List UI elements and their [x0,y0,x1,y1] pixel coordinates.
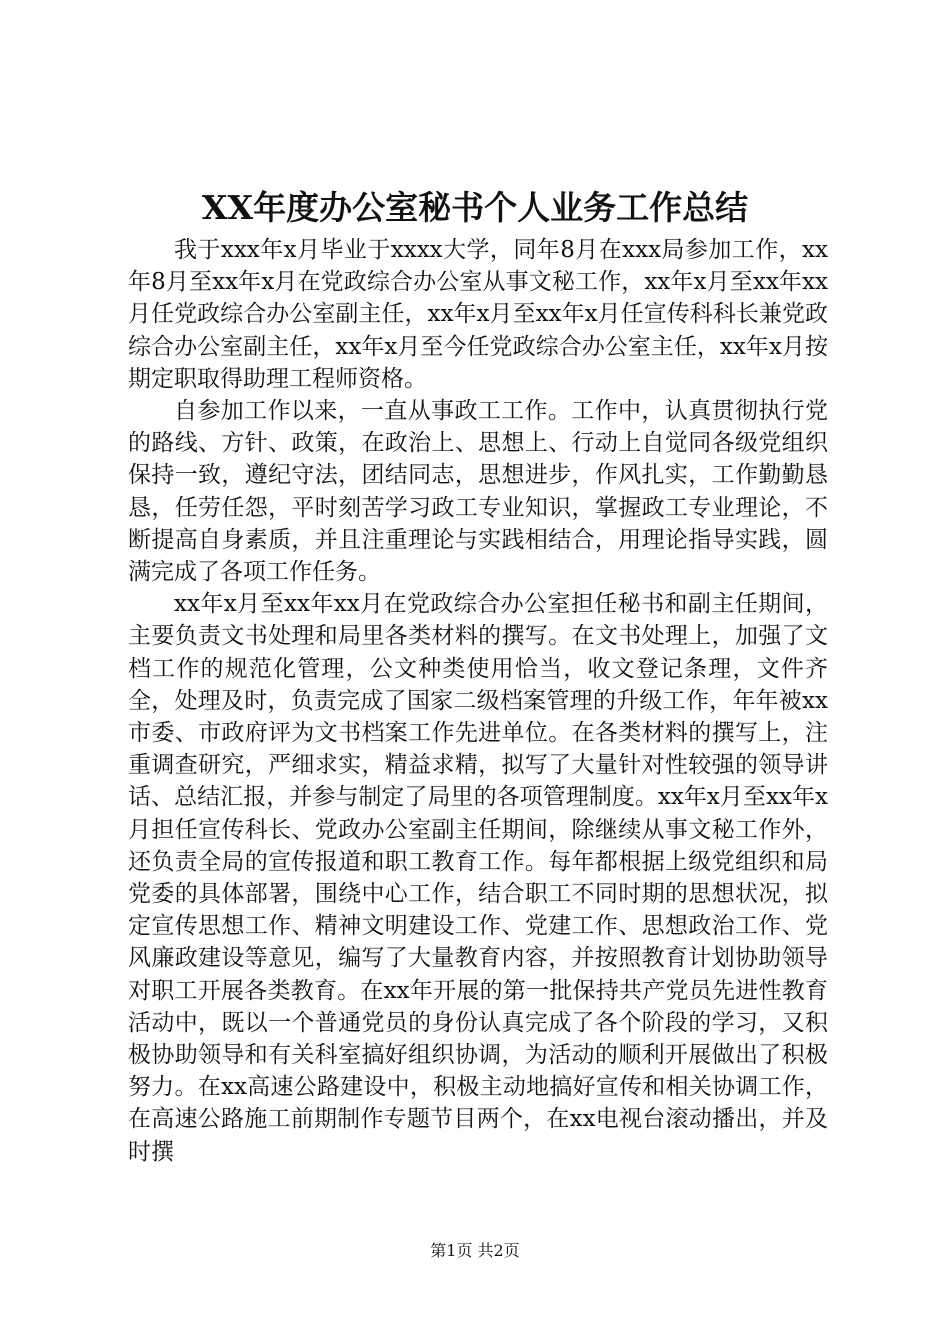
paragraph-career-history: 我于xxx年x月毕业于xxxx大学，同年8月在xxx局参加工作，xx年8月至xx年x月在党政综合办公室从事文秘工作，xx年x月至xx年xx月任党政综合办公室副主任，xx年x月至xx年x月任宣传科科长兼党政综合办公室副主任，xx年x月至今任党政综合办公室主任，xx年x月按期定职取得助理工程师资格。 [128,237,828,392]
paragraph-secretary-duties: xx年x月至xx年xx月在党政综合办公室担任秘书和副主任期间，主要负责文书处理和局里各类材料的撰写。在文书处理上，加强了文档工作的规范化管理，公文种类使用恰当，收文登记条理，文件齐全，处理及时，负责完成了国家二级档案管理的升级工作，年年被xx市委、市政府评为文书档案工作先进单位。在各类材料的撰写上，注重调查研究，严细求实，精益求精，拟写了大量针对性较强的领导讲话、总结汇报，并参与制定了局里的各项管理制度。xx年x月至xx年x月担任宣传科长、党政办公室副主任期间，除继续从事文秘工作外，还负责全局的宣传报道和职工教育工作。每年都根据上级党组织和局党委的具体部署，围绕中心工作，结合职工不同时期的思想状况，拟定宣传思想工作、精神文明建设工作、党建工作、思想政治工作、党风廉政建设等意见，编写了大量教育内容，并按照教育计划协助领导对职工开展各类教育。在xx年开展的第一批保持共产党员先进性教育活动中，既以一个普通党员的身份认真完成了各个阶段的学习，又积极协助领导和有关科室搞好组织协调，为活动的顺利开展做出了积极努力。在xx高速公路建设中，积极主动地搞好宣传和相关协调工作，在高速公路施工前期制作专题节目两个，在xx电视台滚动播出，并及时撰 [128,591,828,1165]
document-body [128,234,828,1168]
document-title: XX年度办公室秘书个人业务工作总结 [201,188,749,227]
paragraph-work-attitude: 自参加工作以来，一直从事政工工作。工作中，认真贯彻执行党的路线、方针、政策，在政治上、思想上、行动上自觉同各级党组织保持一致，遵纪守法，团结同志，思想进步，作风扎实，工作勤勤恳恳，任劳任怨，平时刻苦学习政工专业知识，掌握政工专业理论，不断提高自身素质，并且注重理论与实践相结合，用理论指导实践，圆满完成了各项工作任务。 [128,398,828,586]
page-number-footer: 第1页 共2页 [430,1241,520,1260]
